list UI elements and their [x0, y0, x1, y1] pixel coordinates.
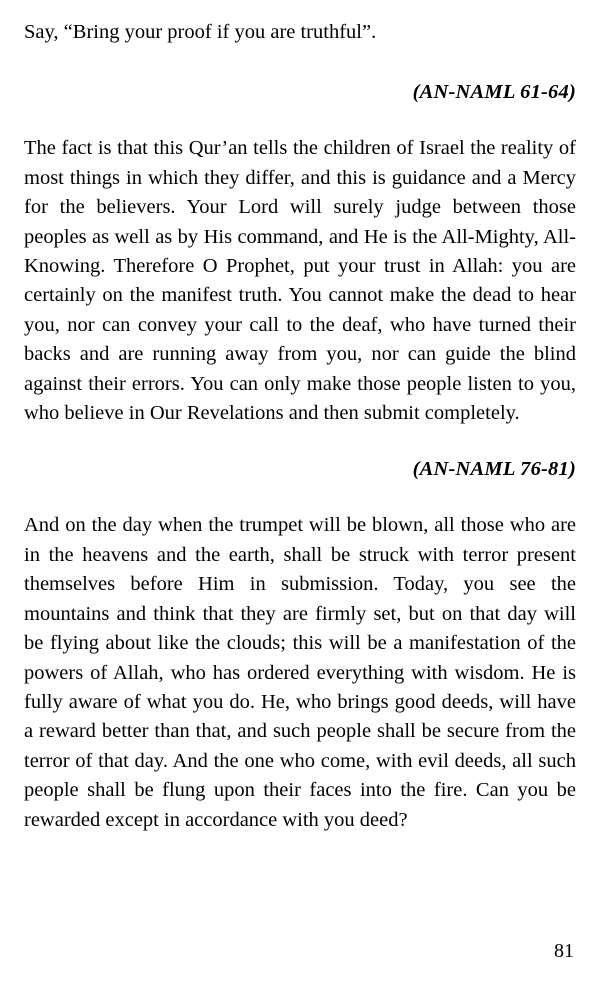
opening-paragraph: Say, “Bring your proof if you are truthful”. [24, 21, 377, 43]
paragraph-an-naml-61-64: The fact is that this Qur’an tells the children of Israel the reality of most things in which they differ, and this is guidance and a Mercy for the believers. Your Lord will surely judge between those peoples as well as by His command, and He is the All-Mighty, All-Knowing. Therefore O Prophet, put your trust in Allah: you are certainly on the manifest truth. You cannot make the dead to hear you, nor can convey your call to the deaf, who have turned their backs and are running away from you, nor can guide the blind against their errors. You can only make those people listen to you, who believe in Our Revelations and then submit completely. [24, 137, 576, 425]
surah-reference-an-naml-76-81: (AN-NAML 76-81) [412, 458, 576, 481]
surah-reference-an-naml-61-64: (AN-NAML 61-64) [412, 81, 576, 104]
page-number: 81 [554, 940, 574, 962]
paragraph-an-naml-76-81: And on the day when the trumpet will be blown, all those who are in the heavens and the earth, shall be struck with terror present themselves before Him in submission. Today, you see the mountains and think that they are firmly set, but on that day will be flying about like the clouds; this will be a manifestation of the powers of Allah, who has ordered everything with wisdom. He is fully aware of what you do. He, who brings good deeds, will have a reward better than that, and such people shall be secure from the terror of that day. And the one who come, with evil deeds, all such people shall be flung upon their faces into the fire. Can you be rewarded except in accordance with you deed? [24, 514, 576, 831]
